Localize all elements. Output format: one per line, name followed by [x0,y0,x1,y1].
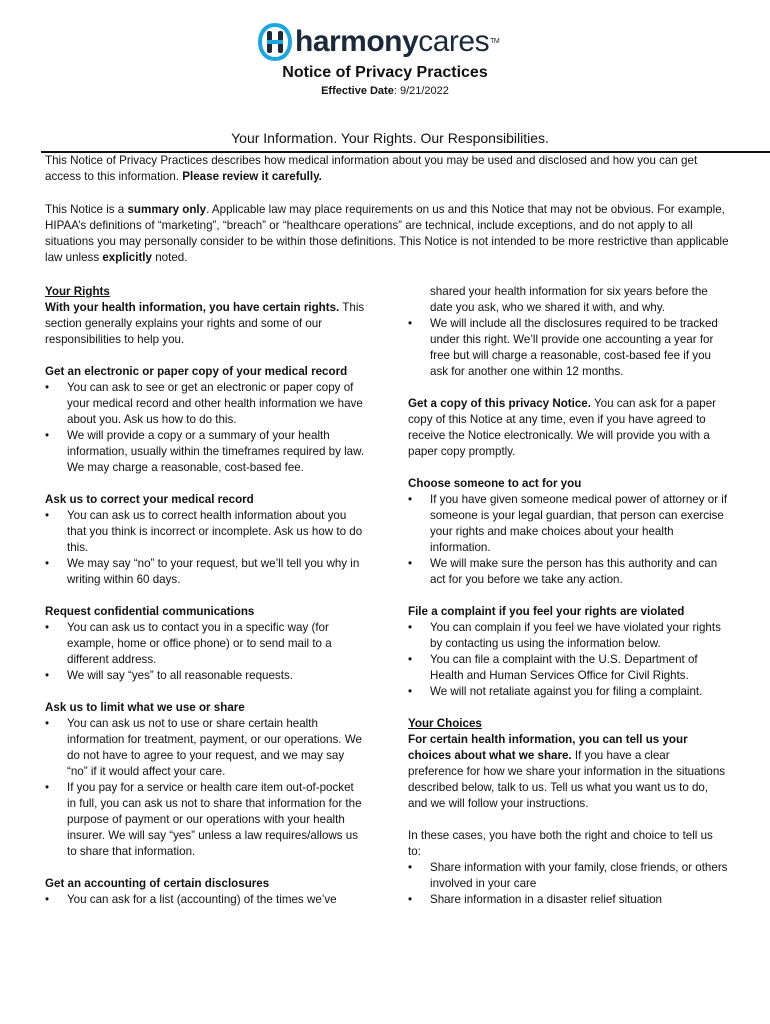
confidential-list [45,620,365,684]
left-column [45,284,365,908]
list-item: • You can ask us to contact you in a specific way (for example, home or office phone) or to send mail to a different address. [45,620,365,668]
accounting-continued: shared your health information for six years before the date you ask, who we shared it with, and why. [430,285,708,314]
list-item: • We will provide a copy or a summary of your health information, usually within the timeframes required by law. We may charge a reasonable, cost-based fee. [45,428,365,476]
effective-date: Effective Date: 9/21/2022 [321,85,449,97]
copy-record-list [45,380,365,476]
list-item: • If you pay for a service or health care item out-of-pocket in full, you can ask us not to share that information for the purpose of payment or our operations with your health insurer. We will say “yes” unless a law requires/allows us to share that information. [45,780,365,860]
list-item: • You can file a complaint with the U.S. Department of Health and Human Services Office for Civil Rights. [408,652,728,684]
list-item: • Share information with your family, close friends, or others involved in your care [408,860,728,892]
limit-sharing-list [45,716,365,860]
choose-someone-heading: Choose someone to act for you [408,477,582,490]
file-complaint-heading: File a complaint if you feel your rights are violated [408,605,685,618]
accounting-list-continued [408,316,728,380]
list-item: • You can ask us to correct health information about you that you think is incorrect or incomplete. Ask us how to do this. [45,508,365,556]
logo-wordmark: harmonycaresTM [295,25,500,58]
privacy-notice-copy: Get a copy of this privacy Notice. You can ask for a paper copy of this Notice at any time, even if you have agreed to receive the Notice electronically. We will provide you with a paper copy promptly. [408,397,717,458]
list-item: • You can complain if you feel we have violated your rights by contacting us using the information below. [408,620,728,652]
list-item: • We will not retaliate against you for filing a complaint. [408,684,728,700]
list-item: • If you have given someone medical power of attorney or if someone is your legal guardian, that person can exercise your rights and make choices about your health information. [408,492,728,556]
accounting-heading: Get an accounting of certain disclosures [45,877,270,890]
right-column [408,284,728,908]
correct-record-list [45,508,365,588]
document-title: Notice of Privacy Practices [282,64,488,81]
section-banner: Your Information. Your Rights. Our Responsibilities. [231,130,549,146]
choose-someone-list [408,492,728,588]
list-item: • You can ask us not to use or share certain health information for treatment, payment, or our operations. We do not have to agree to your request, and we may say “no” if it would affect your care. [45,716,365,780]
list-item: • We may say “no” to your request, but we’ll tell you why in writing within 60 days. [45,556,365,588]
intro-paragraph-1: This Notice of Privacy Practices describes how medical information about you may be used and disclosed and how you can get access to this information. Please review it carefully. [45,154,698,183]
your-choices-heading: Your Choices [408,717,482,730]
limit-sharing-heading: Ask us to limit what we use or share [45,701,245,714]
intro-paragraph-2: This Notice is a summary only. Applicable law may place requirements on us and this Notice that may not be obvious. For example, HIPAA’s definitions of “marketing”, “breach” or “healthcare operations” are technical, include exceptions, and do not apply to all situations you may personally consider to be within those definitions. This Notice is not intended to be more restrictive than applicable law unless explicitly noted. [45,203,729,264]
list-item: • We will include all the disclosures required to be tracked under this right. We’ll provide one accounting a year for free but will charge a reasonable, cost-based fee if you ask for another one within 12 months. [408,316,728,380]
file-complaint-list [408,620,728,700]
cases-intro: In these cases, you have both the right and choice to tell us to: [408,829,713,858]
list-item: • You can ask to see or get an electronic or paper copy of your medical record and other health information we have about you. Ask us how to do this. [45,380,365,428]
confidential-heading: Request confidential communications [45,605,255,618]
rights-intro: With your health information, you have certain rights. This section generally explains your rights and some of our responsibilities to help you. [45,301,365,346]
accounting-list [45,892,365,908]
harmonycares-logo-mark-icon [258,23,292,61]
list-item: • We will make sure the person has this authority and can act for you before we take any action. [408,556,728,588]
cases-list [408,860,728,908]
choices-intro: For certain health information, you can tell us your choices about what we share. If you have a clear preference for how we share your information in the situations described below, talk to us. Tell us what you want us to do, and we will follow your instructions. [408,733,726,810]
list-item: • You can ask for a list (accounting) of the times we’ve [45,892,365,908]
copy-record-heading: Get an electronic or paper copy of your medical record [45,365,348,378]
list-item: • Share information in a disaster relief situation [408,892,728,908]
harmonycares-logo [258,22,499,62]
correct-record-heading: Ask us to correct your medical record [45,493,254,506]
list-item: • We will say “yes” to all reasonable requests. [45,668,365,684]
your-rights-heading: Your Rights [45,285,110,298]
